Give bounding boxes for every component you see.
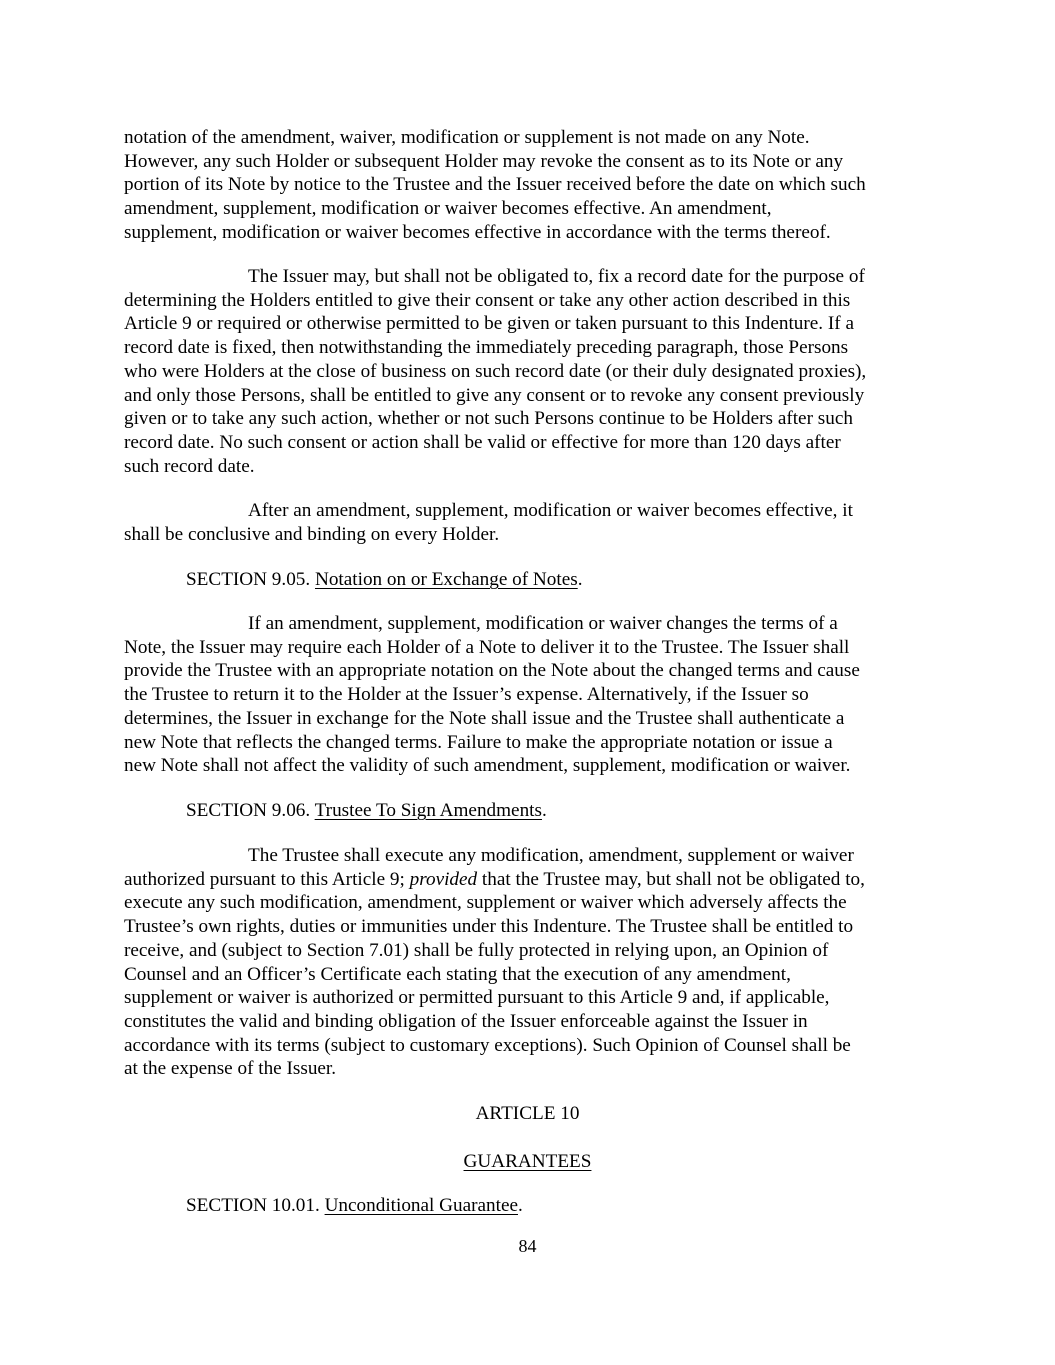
text-line-indented [124, 612, 934, 636]
text-line: The Trustee shall execute any modification, amendment, supplement or waiver [248, 845, 854, 866]
text-line: such record date. [124, 455, 255, 477]
paragraph-trustee-sign [124, 844, 934, 1081]
text-line-indented [124, 844, 934, 868]
section-heading-9-06 [186, 799, 547, 823]
text-line: amendment, supplement, modification or waiver becomes effective. An amendment, [124, 198, 772, 220]
text-line: receive, and (subject to Section 7.01) shall be fully protected in relying upon, an Opinion of [124, 939, 829, 961]
text-line: The Issuer may, but shall not be obligated to, fix a record date for the purpose of [248, 266, 865, 287]
text-line: given or to take any such action, whether or not such Persons continue to be Holders after such [124, 408, 853, 430]
text-line: record date. No such consent or action shall be valid or effective for more than 120 days after [124, 431, 841, 453]
text-line: supplement or waiver is authorized or permitted pursuant to this Article 9 and, if applicable, [124, 987, 830, 1009]
paragraph-binding-effect [124, 499, 934, 546]
paragraph-record-date [124, 265, 934, 478]
text-line: the Trustee to return it to the Holder at the Issuer’s expense. Alternatively, if the Issuer so [124, 684, 809, 706]
text-line: Article 9 or required or otherwise permitted to be given or taken pursuant to this Indenture. If a [124, 313, 854, 335]
section-heading-9-05 [186, 568, 582, 592]
text-line: Counsel and an Officer’s Certificate each stating that the execution of any amendment, [124, 963, 791, 985]
text-line: determining the Holders entitled to give their consent or take any other action described in this [124, 289, 851, 311]
text-line: Note, the Issuer may require each Holder of a Note to deliver it to the Trustee. The Issuer shall [124, 636, 850, 658]
text-line: determines, the Issuer in exchange for the Note shall issue and the Trustee shall authenticate a [124, 707, 845, 729]
text-line-indented [124, 265, 934, 289]
text-segment: authorized pursuant to this Article 9; [124, 868, 410, 890]
text-line: who were Holders at the close of business on such record date (or their duly designated proxies), [124, 360, 867, 382]
section-title: Notation on or Exchange of Notes [314, 569, 578, 590]
text-line: Trustee’s own rights, duties or immunities under this Indenture. The Trustee shall be entitled to [124, 916, 854, 938]
text-line: If an amendment, supplement, modification or waiver changes the terms of a [248, 613, 838, 634]
text-line: new Note shall not affect the validity of such amendment, supplement, modification or waiver. [124, 755, 851, 777]
paragraph-consent-revocation [124, 126, 934, 245]
text-line-indented [124, 499, 934, 523]
text-line: supplement, modification or waiver becomes effective in accordance with the terms thereof. [124, 221, 831, 243]
section-number: SECTION 9.05. [186, 569, 315, 590]
text-line: constitutes the valid and binding obligation of the Issuer enforceable against the Issuer in [124, 1010, 808, 1032]
section-period: . [541, 800, 547, 821]
text-line: new Note that reflects the changed terms. Failure to make the appropriate notation or issue a [124, 731, 833, 753]
section-number: SECTION 9.06. [186, 800, 315, 821]
page-number: 84 [518, 1236, 537, 1256]
text-line: record date is fixed, then notwithstanding the immediately preceding paragraph, those Persons [124, 337, 849, 359]
text-line: shall be conclusive and binding on every Holder. [124, 523, 500, 545]
text-line: portion of its Note by notice to the Trustee and the Issuer received before the date on which such [124, 174, 866, 196]
text-line: provide the Trustee with an appropriate notation on the Note about the changed terms and cause [124, 660, 860, 682]
text-line: accordance with its terms (subject to customary exceptions). Such Opinion of Counsel shall be [124, 1034, 851, 1056]
text-line: execute any such modification, amendment, supplement or waiver which adversely affects the [124, 892, 847, 914]
text-segment: that the Trustee may, but shall not be obligated to, [477, 868, 865, 890]
text-line-with-emphasis [124, 868, 934, 892]
text-line: However, any such Holder or subsequent Holder may revoke the consent as to its Note or any [124, 150, 844, 172]
section-title: Unconditional Guarantee [324, 1195, 518, 1216]
text-line: notation of the amendment, waiver, modification or supplement is not made on any Note. [124, 127, 810, 148]
text-line: After an amendment, supplement, modification or waiver becomes effective, it [248, 500, 853, 521]
paragraph-notation-exchange [124, 612, 934, 778]
text-line: at the expense of the Issuer. [124, 1058, 337, 1080]
article-title-wrap [0, 1150, 1055, 1174]
article-label: ARTICLE 10 [475, 1103, 580, 1124]
text-line: and only those Persons, shall be entitled to give any consent or to revoke any consent previously [124, 384, 865, 406]
section-period: . [577, 569, 583, 590]
section-period: . [517, 1195, 523, 1216]
section-title: Trustee To Sign Amendments [314, 800, 542, 821]
emphasis-provided: provided [409, 868, 478, 890]
article-title: GUARANTEES [463, 1151, 592, 1172]
section-number: SECTION 10.01. [186, 1195, 325, 1216]
section-heading-10-01 [186, 1194, 523, 1218]
